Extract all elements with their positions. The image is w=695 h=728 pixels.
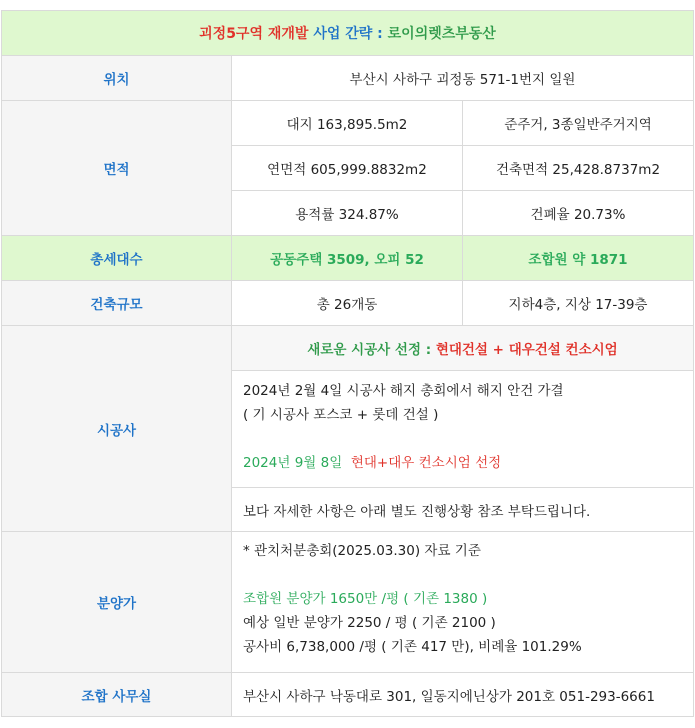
table-title: [2, 11, 694, 56]
project-summary-table: [1, 10, 694, 717]
price-details: [232, 532, 694, 673]
floor-count: 지하4층, 지상 17-39층: [463, 281, 694, 326]
scale-label: 건축규모: [2, 281, 232, 326]
contractor-selection-date: 2024년 9월 8일: [243, 455, 343, 471]
construction-cost: 공사비 6,738,000 /평 ( 기존 417 만), 비례율 101.29%: [243, 639, 582, 655]
building-coverage-ratio: 건폐율 20.73%: [463, 191, 694, 236]
building-area: 건축면적 25,428.8737m2: [463, 146, 694, 191]
office-address: 부산시 사하구 낙동대로 301, 일동지에닌상가 201호 051-293-6661: [232, 673, 694, 717]
contractor-row-1: [2, 326, 694, 371]
office-label: 조합 사무실: [2, 673, 232, 717]
price-label: 분양가: [2, 532, 232, 673]
zoning: 준주거, 3종일반주거지역: [463, 101, 694, 146]
households-row: [2, 236, 694, 281]
new-contractor: [232, 326, 694, 371]
union-members: 조합원 약 1871: [463, 236, 694, 281]
contractor-label: 시공사: [2, 326, 232, 532]
contractor-history: [232, 371, 694, 488]
price-row: [2, 532, 694, 673]
contractor-note: 보다 자세한 사항은 아래 별도 진행상황 참조 부탁드립니다.: [232, 488, 694, 532]
title-row: [2, 11, 694, 56]
member-price: 조합원 분양가 1650만 /평 ( 기존 1380 ): [243, 591, 488, 607]
contractor-line-3: [243, 451, 693, 475]
office-row: [2, 673, 694, 717]
title-summary-label: 사업 간략 :: [313, 26, 388, 42]
title-project-name: 괴정5구역 재개발: [199, 26, 309, 42]
new-contractor-value: 현대건설 + 대우건설 컨소시엄: [435, 342, 618, 358]
floor-area-ratio: 용적률 324.87%: [232, 191, 463, 236]
contractor-line-2: ( 기 시공사 포스코 + 롯데 건설 ): [243, 407, 439, 423]
total-floor-area: 연면적 605,999.8832m2: [232, 146, 463, 191]
title-agency-name: 로이의렛츠부동산: [387, 26, 496, 42]
contractor-selection-text: 현대+대우 컨소시엄 선정: [350, 455, 502, 471]
housing-units: 공동주택 3509, 오피 52: [232, 236, 463, 281]
new-contractor-prefix: 새로운 시공사 선정 :: [307, 342, 436, 358]
price-basis: * 관치처분총회(2025.03.30) 자료 기준: [243, 543, 481, 559]
scale-row: [2, 281, 694, 326]
land-area: 대지 163,895.5m2: [232, 101, 463, 146]
location-label: 위치: [2, 56, 232, 101]
area-row-1: [2, 101, 694, 146]
location-value: 부산시 사하구 괴정동 571-1번지 일원: [232, 56, 694, 101]
contractor-line-1: 2024년 2월 4일 시공사 해지 총회에서 해지 안건 가결: [243, 383, 564, 399]
building-count: 총 26개동: [232, 281, 463, 326]
general-price: 예상 일반 분양가 2250 / 평 ( 기존 2100 ): [243, 615, 496, 631]
households-label: 총세대수: [2, 236, 232, 281]
area-label: 면적: [2, 101, 232, 236]
location-row: [2, 56, 694, 101]
